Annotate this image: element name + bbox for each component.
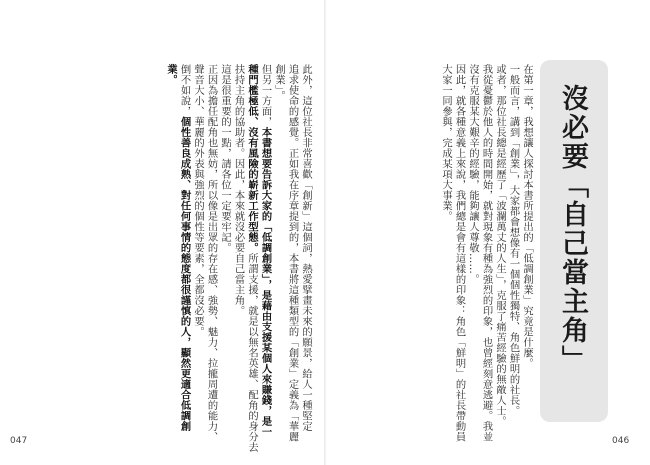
text-line <box>452 64 466 442</box>
text-line <box>272 64 286 434</box>
text-run: 但另一方面， <box>259 64 272 127</box>
text-run: 此外，這位社長非常喜歡「創新」這個詞，熱愛擘畫未來的願景，給人一種堅定 <box>300 64 312 432</box>
text-run: 在第一章，我想讓人探討本書所提出的「低調創業」究竟是什麼。 <box>521 64 533 369</box>
text-run: 因此，就各種意義上來說，我們總是會有這樣的印象：角色「鮮明」的社長帶動員 <box>453 64 466 442</box>
text-line <box>506 64 520 434</box>
text-run: 倒不如說， <box>178 64 191 117</box>
text-run: 追求使命的感覺。正如我在序章提到的，本書將這種類型的「創業」定義為「華麗 <box>286 64 299 442</box>
bold-text-run: 本書想要告訴大家的「低調創業」，是藉由支援某個人來賺錢，是一 <box>259 127 272 437</box>
left-page-body <box>80 64 312 453</box>
text-line <box>177 64 191 434</box>
text-line <box>285 64 299 442</box>
text-line <box>191 64 205 434</box>
text-line <box>204 64 218 442</box>
right-page-body <box>328 64 533 442</box>
text-run: 我從憂鬱於他人的時間開始，就對現象有種為強烈的印象，也曾經刻意逃避。我並 <box>480 64 493 442</box>
text-run: 大家一同參與，完成某項大事業。 <box>440 64 452 222</box>
text-line <box>439 64 453 434</box>
bold-text-run: 業。 <box>165 64 177 85</box>
bold-text-run: 種門檻極低、沒有風險的嶄新工作型態。 <box>246 64 258 253</box>
text-run: 創業」。 <box>273 64 285 101</box>
text-run: 扶持主角的協助者。因此，本來就沒必要自己當主角。 <box>232 64 245 316</box>
text-line <box>245 64 259 453</box>
text-line <box>520 64 534 434</box>
text-line <box>258 64 272 437</box>
text-line <box>164 64 178 434</box>
text-line <box>493 64 507 434</box>
chapter-title: 沒必要「自己當主角」 <box>557 84 588 374</box>
text-line <box>231 64 245 434</box>
text-line <box>466 64 480 434</box>
text-run: 一般而言，講到「創業」，大家都會想像有一個個性獨特、角色鮮明的社長。 <box>507 64 520 416</box>
text-run: 沒有克服某大艱辛的經驗，能夠讓人尊敬……。 <box>467 64 479 285</box>
text-run: 或者，那位社長總是經歷了「波瀾萬丈的人生」，克服了痛苦經驗的無敵人士。 <box>494 64 506 427</box>
text-run: 這是很重要的一點，請各位一定要牢記。 <box>219 64 231 253</box>
text-run: 所謂支援，就是以無名英雄、配角的身分去 <box>246 253 258 453</box>
text-line <box>479 64 493 442</box>
text-line <box>299 64 313 434</box>
page-gutter <box>324 0 326 465</box>
text-line <box>218 64 232 434</box>
page-number-left: 047 <box>10 436 28 446</box>
text-run: 聲音大小、華麗的外表與強烈的個性等要素，全都沒必要。 <box>192 64 204 337</box>
bold-text-run: 個性善良成熟、對任何事情的態度都很謹慎的人，顯然更適合低調創 <box>178 116 191 432</box>
page-number-right: 046 <box>612 436 630 446</box>
text-run: 正因為擔任配角也無妨，所以像是出眾的存在感、強勢、魅力、拉攏周遭的能力、 <box>205 64 218 442</box>
